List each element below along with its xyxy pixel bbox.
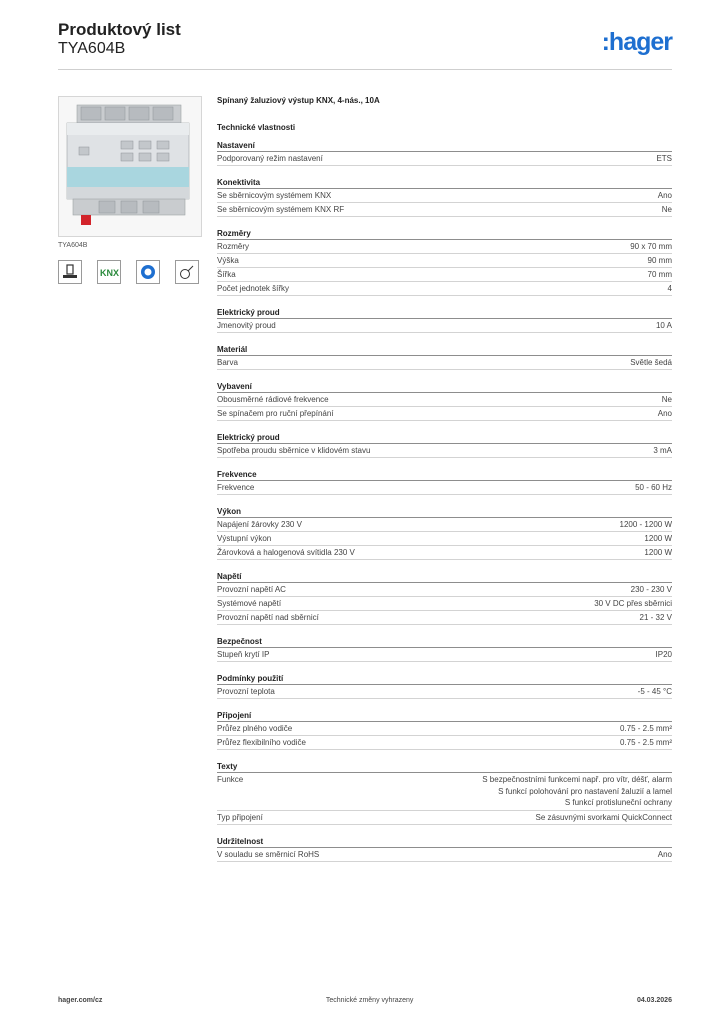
spec-label: Počet jednotek šířky xyxy=(217,284,290,293)
spec-group xyxy=(217,465,672,495)
spec-value: 90 x 70 mm xyxy=(630,242,672,251)
spec-group xyxy=(217,340,672,370)
spec-group-title: Elektrický proud xyxy=(217,428,672,444)
spec-value: 90 mm xyxy=(647,256,672,265)
spec-value: Ano xyxy=(657,191,672,200)
certification-icons xyxy=(58,260,202,284)
spec-label: Provozní napětí nad sběrnicí xyxy=(217,613,319,622)
spec-group xyxy=(217,136,672,166)
spec-row xyxy=(217,648,672,662)
spec-group xyxy=(217,632,672,662)
spec-row xyxy=(217,685,672,699)
spec-label: Výška xyxy=(217,256,239,265)
spec-group xyxy=(217,173,672,217)
spec-value: Světle šedá xyxy=(630,358,672,367)
product-code: TYA604B xyxy=(58,40,126,57)
svg-text:KNX: KNX xyxy=(100,268,119,278)
spec-label: Typ připojení xyxy=(217,812,263,822)
spec-label: Průřez plného vodiče xyxy=(217,724,293,733)
spec-group-title: Konektivita xyxy=(217,173,672,189)
spec-label: Provozní teplota xyxy=(217,687,275,696)
spec-label: Spotřeba proudu sběrnice v klidovém stavu xyxy=(217,446,371,455)
spec-group xyxy=(217,567,672,625)
spec-group xyxy=(217,669,672,699)
spec-value: ETS xyxy=(656,154,672,163)
spec-row xyxy=(217,189,672,203)
spec-value: Ne xyxy=(661,205,672,214)
spec-row xyxy=(217,393,672,407)
spec-row xyxy=(217,583,672,597)
document-title: Produktový list xyxy=(58,20,181,39)
spec-value: 30 V DC přes sběrnici xyxy=(594,599,672,608)
spec-group-title: Elektrický proud xyxy=(217,303,672,319)
spec-row xyxy=(217,722,672,736)
spec-row xyxy=(217,736,672,750)
spec-row xyxy=(217,319,672,333)
spec-label: Se sběrnicovým systémem KNX xyxy=(217,191,332,200)
spec-row xyxy=(217,282,672,296)
spec-label: Stupeň krytí IP xyxy=(217,650,270,659)
specifications xyxy=(217,96,672,862)
spec-label: Napájení žárovky 230 V xyxy=(217,520,302,529)
spec-group-title: Nastavení xyxy=(217,136,672,152)
spec-group-title: Bezpečnost xyxy=(217,632,672,648)
spec-label: Provozní napětí AC xyxy=(217,585,286,594)
spec-group xyxy=(217,377,672,421)
section-title: Technické vlastnosti xyxy=(217,123,296,132)
footer-date: 04.03.2026 xyxy=(636,997,672,1004)
spec-label: V souladu se směrnicí RoHS xyxy=(217,849,320,859)
spec-row xyxy=(217,407,672,421)
spec-row xyxy=(217,546,672,560)
spec-row xyxy=(217,254,672,268)
spec-value: Se zásuvnými svorkami QuickConnect xyxy=(535,812,672,822)
spec-value: S bezpečnostními funkcemi např. pro vítr, déšť, alarm S funkcí polohování pro nastavení žaluzií a lamel S funkcí protisluneční ochrany xyxy=(482,775,672,807)
spec-value: 70 mm xyxy=(647,270,672,279)
spec-row xyxy=(217,532,672,546)
spec-value: 0.75 - 2.5 mm² xyxy=(619,724,672,733)
spec-group xyxy=(217,303,672,333)
spec-row xyxy=(217,518,672,532)
spec-group xyxy=(217,224,672,296)
spec-value: 10 A xyxy=(655,321,672,330)
product-media xyxy=(58,96,202,284)
spec-value: 3 mA xyxy=(653,446,672,455)
knx-icon xyxy=(97,260,121,284)
spec-value: Ne xyxy=(661,395,672,404)
spec-groups xyxy=(217,136,672,862)
spec-label: Systémové napětí xyxy=(217,599,282,608)
spec-value: 4 xyxy=(667,284,672,293)
page-footer xyxy=(58,997,672,1004)
spec-label: Výstupní výkon xyxy=(217,534,272,543)
image-caption: TYA604B xyxy=(58,242,88,249)
spec-label: Frekvence xyxy=(217,483,255,492)
spec-group xyxy=(217,428,672,458)
connection-icon xyxy=(175,260,199,284)
spec-group-title: Rozměry xyxy=(217,224,672,240)
spec-label: Šířka xyxy=(217,270,236,279)
mounting-icon xyxy=(58,260,82,284)
spec-group xyxy=(217,832,672,862)
spec-group-title: Texty xyxy=(217,757,672,773)
spec-value: -5 - 45 °C xyxy=(637,687,672,696)
hager-logo: :hager xyxy=(601,28,672,56)
spec-label: Podporovaný režim nastavení xyxy=(217,154,323,163)
spec-group xyxy=(217,706,672,750)
spec-value: 1200 - 1200 W xyxy=(619,520,672,529)
spec-label: Se sběrnicovým systémem KNX RF xyxy=(217,205,345,214)
spec-value: 1200 W xyxy=(644,534,672,543)
spec-row xyxy=(217,597,672,611)
spec-row xyxy=(217,611,672,625)
spec-group xyxy=(217,757,672,825)
spec-group xyxy=(217,502,672,560)
spec-value: IP20 xyxy=(655,650,672,659)
spec-value: Ano xyxy=(657,409,672,418)
footer-note: Technické změny vyhrazeny xyxy=(325,997,414,1004)
spec-row xyxy=(217,811,672,825)
page-header xyxy=(58,20,672,70)
spec-value: Ano xyxy=(657,849,672,859)
spec-group-title: Napětí xyxy=(217,567,672,583)
spec-row xyxy=(217,356,672,370)
spec-label: Žárovková a halogenová svítidla 230 V xyxy=(217,548,355,557)
quicklink-icon xyxy=(136,260,160,284)
spec-label: Barva xyxy=(217,358,238,367)
spec-value: 21 - 32 V xyxy=(639,613,672,622)
spec-row xyxy=(217,152,672,166)
spec-value: 230 - 230 V xyxy=(630,585,672,594)
spec-group-title: Výkon xyxy=(217,502,672,518)
spec-row xyxy=(217,481,672,495)
spec-row xyxy=(217,848,672,862)
spec-group-title: Vybavení xyxy=(217,377,672,393)
spec-group-title: Podmínky použití xyxy=(217,669,672,685)
spec-group-title: Frekvence xyxy=(217,465,672,481)
spec-row xyxy=(217,203,672,217)
spec-label: Funkce xyxy=(217,775,244,784)
spec-row xyxy=(217,268,672,282)
product-image xyxy=(58,96,202,237)
spec-group-title: Udržitelnost xyxy=(217,832,672,848)
spec-label: Se spínačem pro ruční přepínání xyxy=(217,409,334,418)
spec-label: Průřez flexibilního vodiče xyxy=(217,738,306,747)
spec-row xyxy=(217,444,672,458)
spec-group-title: Materiál xyxy=(217,340,672,356)
spec-value: 50 - 60 Hz xyxy=(635,483,672,492)
spec-value: 1200 W xyxy=(644,548,672,557)
spec-value: 0.75 - 2.5 mm² xyxy=(619,738,672,747)
spec-group-title: Připojení xyxy=(217,706,672,722)
spec-row xyxy=(217,773,672,811)
knx-actuator-illustration xyxy=(59,97,201,236)
spec-label: Obousměrné rádiové frekvence xyxy=(217,395,329,404)
spec-label: Jmenovitý proud xyxy=(217,321,276,330)
footer-website: hager.com/cz xyxy=(58,997,103,1004)
spec-row xyxy=(217,240,672,254)
spec-label: Rozměry xyxy=(217,242,250,251)
product-name: Spínaný žaluziový výstup KNX, 4-nás., 10A xyxy=(217,96,380,105)
